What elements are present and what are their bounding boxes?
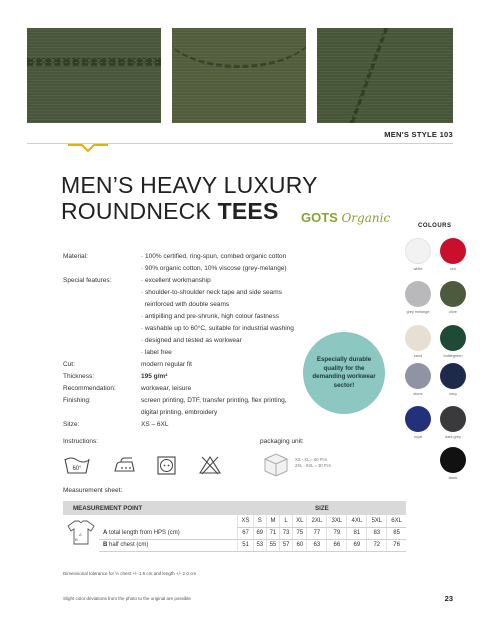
gots-organic-logo: GOTS Organic: [301, 210, 391, 225]
page-title: [61, 172, 318, 224]
colour-name: olive: [449, 310, 457, 314]
hem-seam: [27, 62, 161, 66]
iron-icon: [112, 454, 138, 476]
finishing-label: Finishing:: [63, 397, 91, 404]
size-header-cell: XS: [238, 515, 253, 527]
measurement-point-label: B half chest (cm): [99, 539, 238, 551]
measurement-label: Measurement sheet:: [63, 487, 123, 494]
material-line: · 100% certified, ring-spun, combed organic cotton: [141, 253, 287, 260]
tolerance-note: Dimensional tolerance for ½ chest +/- 1.5 cm and length +/- 2.0 cm: [63, 571, 197, 576]
size-header-cell: L: [280, 515, 293, 527]
colour-swatch: [440, 325, 466, 351]
tumble-dry-icon: [155, 454, 179, 476]
measurement-table: [63, 501, 406, 552]
cut-value: modern regular fit: [141, 361, 192, 368]
measurement-value: 77: [307, 527, 327, 539]
size-header-cell: 5XL: [367, 515, 387, 527]
measurement-value: 75: [293, 527, 307, 539]
thickness-label: Thickness:: [63, 373, 95, 380]
product-photo-hem: [27, 28, 161, 123]
title-line-2: ROUNDNECK TEES: [61, 198, 279, 224]
feature-line: reinforced with double seams: [141, 301, 230, 308]
hem-seam: [27, 58, 161, 62]
colour-name: navy: [448, 392, 458, 396]
shoulder-seam: [350, 28, 389, 123]
packaging-units: XS - XL = 60 Pcs 2XL - 6XL = 30 Pcs: [295, 457, 331, 468]
instructions-label: Instructions:: [63, 438, 99, 445]
size-header-cell: 3XL: [327, 515, 347, 527]
wash-temp: 60°: [72, 466, 82, 472]
product-photo-neckline: [172, 28, 306, 123]
colour-name: stone: [413, 392, 423, 396]
header-size: SIZE: [238, 501, 406, 515]
feature-line: · excellent workmanship: [141, 277, 211, 284]
measurement-value: 57: [280, 539, 293, 551]
table-row: [63, 527, 406, 539]
size-label: Sitze:: [63, 421, 80, 428]
feature-line: · washable up to 60°C, suitable for industrial washing: [141, 325, 294, 332]
product-photo-shoulder: [317, 28, 453, 123]
colour-name: sand: [413, 354, 423, 358]
colour-name: royal: [413, 435, 423, 439]
measurement-value: 76: [387, 539, 406, 551]
recommendation-value: workwear, leisure: [141, 385, 192, 392]
size-row: [63, 515, 406, 527]
measurement-value: 79: [327, 527, 347, 539]
size-value: XS – 6XL: [141, 421, 169, 428]
colour-swatch: [440, 281, 466, 307]
thickness-value: 195 g/m²: [141, 373, 168, 380]
measurement-value: 72: [367, 539, 387, 551]
measurement-value: 51: [238, 539, 253, 551]
colour-swatch: [440, 406, 466, 432]
colour-name: grey melange: [406, 310, 430, 314]
svg-text:B: B: [75, 537, 78, 542]
material-line: · 90% organic cotton, 10% viscose (grey-melange): [141, 265, 287, 272]
svg-text:A: A: [79, 532, 82, 537]
feature-line: · label free: [141, 349, 172, 356]
feature-line: · shoulder-to-shoulder neck tape and side seams: [141, 289, 282, 296]
size-header-cell: M: [266, 515, 279, 527]
style-number: MEN'S STYLE 103: [384, 130, 453, 139]
colour-swatch: [405, 281, 431, 307]
measurement-value: 55: [266, 539, 279, 551]
colour-swatch: [440, 363, 466, 389]
measurement-value: 69: [253, 527, 266, 539]
measurement-value: 73: [280, 527, 293, 539]
features-label: Special features:: [63, 277, 112, 284]
measurement-value: 83: [367, 527, 387, 539]
chevron-down-icon: [68, 143, 108, 153]
colour-swatch: [405, 363, 431, 389]
table-row: [63, 539, 406, 551]
tshirt-diagram-icon: [63, 515, 99, 551]
measurement-point-label: A total length from HPS (cm): [99, 527, 238, 539]
measurement-value: 81: [347, 527, 367, 539]
feature-line: · antipilling and pre-shrunk, high colour fastness: [141, 313, 280, 320]
recommendation-label: Recommendation:: [63, 385, 116, 392]
measurement-value: 66: [327, 539, 347, 551]
finishing-line: screen printing, DTF, transfer printing, flex printing,: [141, 397, 287, 404]
wash-60-icon: [63, 454, 91, 476]
colour-swatch: [405, 325, 431, 351]
measurement-value: 85: [387, 527, 406, 539]
quality-badge: Especially durable quality for the demanding workwear sector!: [303, 332, 385, 414]
header-measurement-point: MEASUREMENT POINT: [63, 501, 238, 515]
box-icon: [262, 451, 290, 477]
neck-seam: [172, 28, 306, 68]
title-line-1: MEN’S HEAVY LUXURY: [61, 172, 318, 198]
cut-label: Cut:: [63, 361, 75, 368]
colours-heading: COLOURS: [418, 223, 452, 229]
colour-name: black: [448, 476, 458, 480]
measurement-value: 67: [238, 527, 253, 539]
measurement-value: 53: [253, 539, 266, 551]
size-header-cell: 4XL: [347, 515, 367, 527]
packaging-label: packaging unit:: [260, 438, 304, 445]
no-bleach-icon: [197, 454, 223, 476]
colour-swatch: [440, 447, 466, 473]
measurement-value: 71: [266, 527, 279, 539]
finishing-line: digital printing, embroidery: [141, 409, 218, 416]
material-label: Material:: [63, 253, 88, 260]
colour-name: dark grey: [445, 435, 461, 439]
page-number: 23: [444, 594, 453, 603]
colour-name: bottlegreen: [443, 354, 463, 358]
size-header-cell: 6XL: [387, 515, 406, 527]
size-header-cell: 2XL: [307, 515, 327, 527]
colour-swatch: [405, 406, 431, 432]
size-header-cell: S: [253, 515, 266, 527]
measurement-value: 60: [293, 539, 307, 551]
measurement-value: 69: [347, 539, 367, 551]
feature-line: · designed and tested as workwear: [141, 337, 242, 344]
size-header-cell: XL: [293, 515, 307, 527]
colour-name: red: [450, 267, 456, 271]
colour-swatch: [405, 238, 431, 264]
color-deviation-note: Slight color deviations from the photo to the original are possible: [63, 596, 191, 601]
colour-swatch: [440, 238, 466, 264]
colour-name: white: [413, 267, 423, 271]
measurement-value: 63: [307, 539, 327, 551]
